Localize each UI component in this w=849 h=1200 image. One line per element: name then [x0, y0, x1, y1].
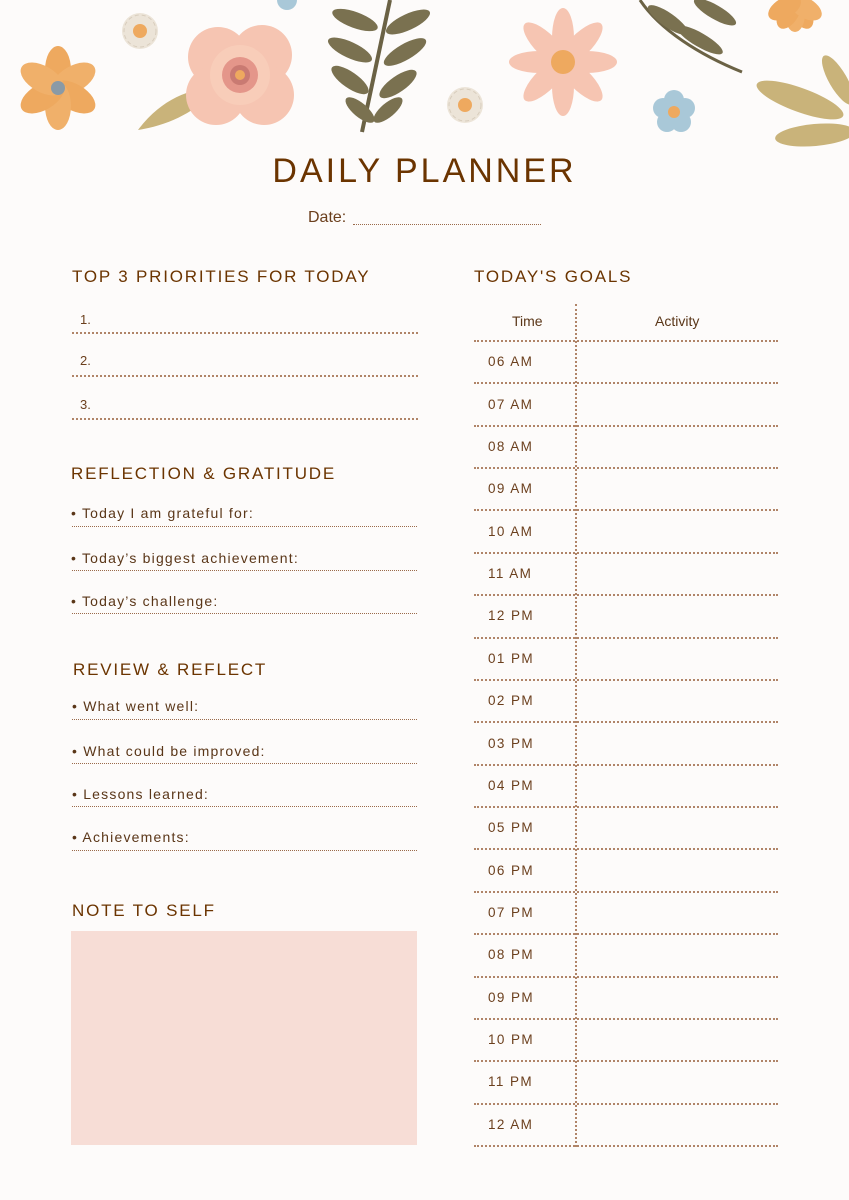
time-slot-label: 01 PM: [488, 650, 535, 666]
reflection-heading: REFLECTION & GRATITUDE: [71, 464, 337, 483]
priority-number: 3.: [80, 397, 91, 412]
activity-cell[interactable]: [577, 1020, 778, 1060]
time-slot-label: 10 PM: [488, 1032, 535, 1048]
date-label: Date:: [308, 209, 347, 226]
time-slot-label: 03 PM: [488, 735, 535, 751]
activity-cell[interactable]: [577, 469, 778, 509]
review-line[interactable]: [72, 763, 417, 764]
priorities-heading: TOP 3 PRIORITIES FOR TODAY: [72, 267, 371, 286]
activity-column-header: Activity: [655, 313, 700, 329]
note-heading: NOTE TO SELF: [72, 901, 216, 920]
time-slot-label: 11 PM: [488, 1074, 534, 1090]
orange-flower-icon: [764, 0, 826, 33]
activity-cell[interactable]: [577, 935, 778, 975]
blue-flower-icon: [653, 90, 695, 132]
reflection-line[interactable]: [72, 570, 417, 571]
time-slot-label: 08 PM: [488, 947, 535, 963]
blue-flower-icon: [277, 0, 297, 10]
activity-cell[interactable]: [577, 596, 778, 636]
orange-flower-icon: [15, 46, 101, 130]
time-slot-label: 06 PM: [488, 862, 535, 878]
row-divider: [474, 1145, 778, 1147]
time-slot-label: 12 PM: [488, 608, 535, 624]
priority-number: 1.: [80, 312, 91, 327]
peach-daisy-icon: [509, 8, 617, 116]
time-slot-label: 02 PM: [488, 693, 535, 709]
time-slot-label: 06 AM: [488, 354, 534, 370]
priority-line[interactable]: [72, 417, 418, 420]
leaf-sprig-icon: [753, 51, 849, 149]
time-slot-label: 05 PM: [488, 820, 535, 836]
activity-cell[interactable]: [577, 1062, 778, 1102]
activity-cell[interactable]: [577, 511, 778, 551]
time-slot-label: 12 AM: [488, 1116, 534, 1132]
review-item: • What went well:: [72, 698, 200, 714]
reflection-item: • Today’s challenge:: [71, 593, 219, 609]
review-line[interactable]: [72, 850, 417, 851]
review-line[interactable]: [72, 806, 417, 807]
activity-cell[interactable]: [577, 978, 778, 1018]
activity-cell[interactable]: [577, 342, 778, 382]
reflection-line[interactable]: [72, 613, 417, 614]
floral-header-decoration: [0, 0, 849, 170]
time-slot-label: 07 AM: [488, 396, 534, 412]
time-slot-label: 09 AM: [488, 481, 534, 497]
priority-line[interactable]: [72, 374, 418, 377]
daisy-icon: [122, 13, 158, 49]
activity-cell[interactable]: [577, 723, 778, 763]
review-item: • Achievements:: [72, 829, 190, 845]
activity-cell[interactable]: [577, 427, 778, 467]
activity-cell[interactable]: [577, 1105, 778, 1145]
time-slot-label: 08 AM: [488, 438, 534, 454]
priority-number: 2.: [80, 353, 91, 368]
activity-cell[interactable]: [577, 639, 778, 679]
time-slot-label: 04 PM: [488, 777, 535, 793]
schedule-table: [474, 304, 778, 1147]
time-slot-label: 09 PM: [488, 989, 535, 1005]
activity-cell[interactable]: [577, 850, 778, 890]
review-item: • Lessons learned:: [72, 786, 210, 802]
priority-line[interactable]: [72, 331, 418, 334]
fern-leaf-icon: [640, 0, 742, 72]
activity-cell[interactable]: [577, 893, 778, 933]
reflection-item: • Today’s biggest achievement:: [71, 550, 299, 566]
review-line[interactable]: [72, 719, 417, 720]
reflection-line[interactable]: [72, 526, 417, 527]
review-heading: REVIEW & REFLECT: [73, 660, 268, 679]
fern-leaf-icon: [325, 0, 433, 132]
page-title: DAILY PLANNER: [272, 152, 577, 190]
reflection-item: • Today I am grateful for:: [71, 505, 254, 521]
time-slot-label: 11 AM: [488, 566, 533, 582]
activity-cell[interactable]: [577, 384, 778, 424]
review-item: • What could be improved:: [72, 743, 266, 759]
time-column-header: Time: [512, 313, 543, 329]
date-input-line[interactable]: [353, 224, 541, 225]
activity-cell[interactable]: [577, 554, 778, 594]
activity-cell[interactable]: [577, 808, 778, 848]
time-slot-label: 07 PM: [488, 904, 535, 920]
note-box[interactable]: [71, 931, 417, 1145]
activity-cell[interactable]: [577, 681, 778, 721]
peach-rose-icon: [186, 25, 294, 125]
time-slot-label: 10 AM: [488, 523, 534, 539]
daisy-icon: [447, 87, 483, 123]
activity-cell[interactable]: [577, 766, 778, 806]
goals-heading: TODAY'S GOALS: [474, 267, 633, 286]
